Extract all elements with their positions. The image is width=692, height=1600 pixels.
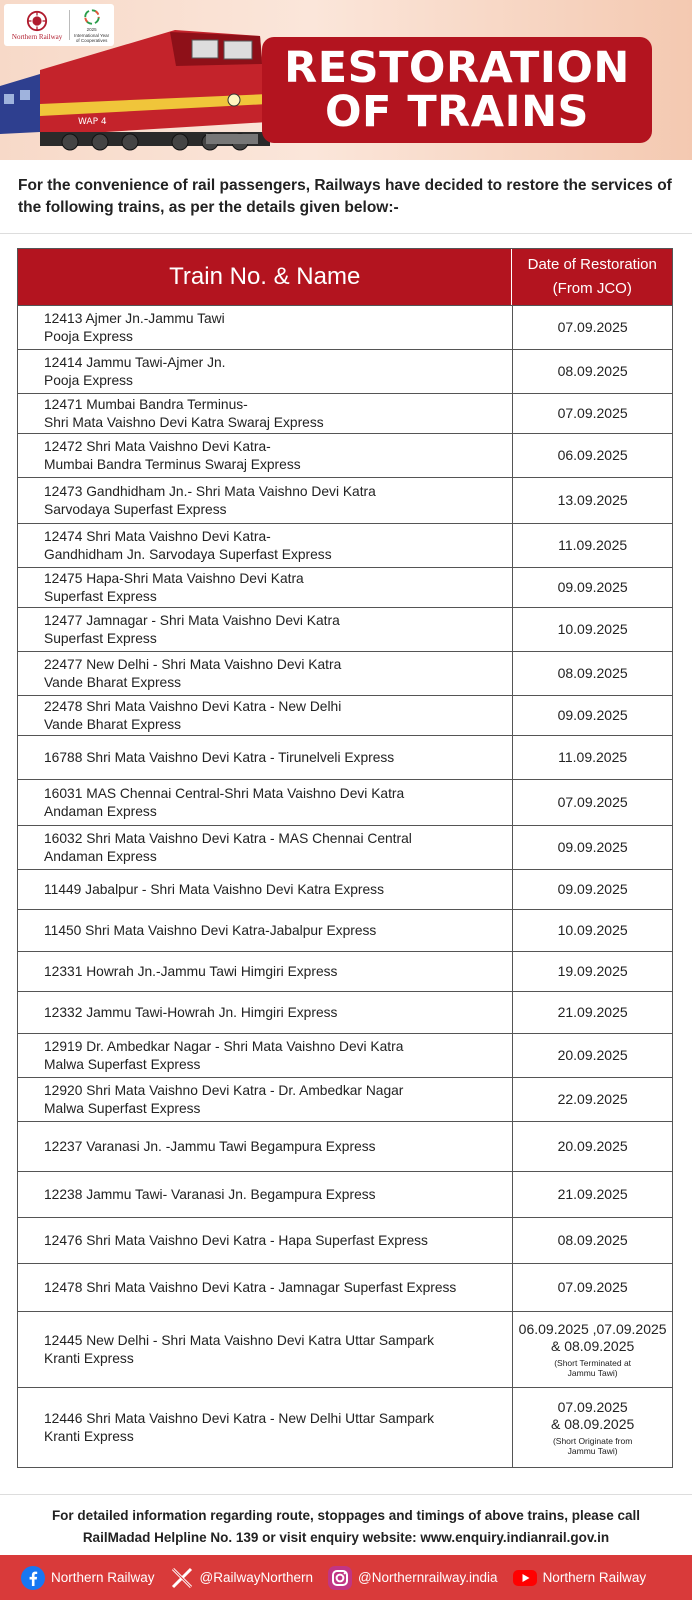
footer-line1: For detailed information regarding route, stoppages and timings of above trains, please call: [51, 1508, 641, 1523]
train-name-cell: [18, 1122, 513, 1171]
restoration-date: 07.09.2025: [557, 1279, 628, 1295]
train-name: 12445 New Delhi - Shri Mata Vaishno Devi Katra Uttar Sampark Kranti Express: [44, 1332, 435, 1366]
table-row: [18, 567, 672, 607]
restoration-date: 07.09.2025: [557, 319, 628, 335]
table-row: [18, 695, 672, 735]
table-row: [18, 607, 672, 651]
restoration-date: 11.09.2025: [558, 749, 628, 765]
table-row: [18, 735, 672, 779]
logo-text: Northern Railway: [11, 32, 63, 41]
restoration-date-cell: [513, 1034, 672, 1077]
restoration-date-cell: [513, 1122, 672, 1171]
social-facebook-label: Northern Railway: [51, 1570, 155, 1585]
train-name-cell: [18, 350, 513, 393]
train-name-cell: [18, 524, 513, 567]
restoration-date: 10.09.2025: [557, 621, 628, 637]
train-name: 22478 Shri Mata Vaishno Devi Katra - New Delhi Vande Bharat Express: [44, 698, 342, 732]
restoration-date-cell: [513, 568, 672, 607]
restoration-date-cell: [513, 780, 672, 825]
restoration-date: 07.09.2025 & 08.09.2025: [550, 1399, 635, 1432]
train-name-cell: [18, 394, 513, 433]
train-name: 16031 MAS Chennai Central-Shri Mata Vaishno Devi Katra Andaman Express: [44, 785, 405, 819]
train-name: 12920 Shri Mata Vaishno Devi Katra - Dr. Ambedkar Nagar Malwa Superfast Express: [44, 1082, 404, 1116]
train-name: 12471 Mumbai Bandra Terminus- Shri Mata Vaishno Devi Katra Swaraj Express: [44, 396, 324, 430]
train-name-cell: [18, 478, 513, 523]
table-row: [18, 1121, 672, 1171]
train-name-cell: [18, 736, 513, 779]
restoration-date: 09.09.2025: [557, 839, 628, 855]
social-youtube-label: Northern Railway: [542, 1570, 647, 1585]
table-row: [18, 991, 672, 1033]
table-header: [18, 249, 672, 305]
restoration-date: 08.09.2025: [557, 1232, 628, 1248]
train-name: 16788 Shri Mata Vaishno Devi Katra - Tirunelveli Express: [44, 749, 395, 765]
train-name-cell: [18, 992, 513, 1033]
train-name-cell: [18, 608, 513, 651]
restoration-date-cell: [513, 910, 672, 951]
restoration-date-cell: [513, 1264, 672, 1311]
restoration-date-cell: [513, 1388, 672, 1467]
restoration-table: [17, 248, 673, 1468]
train-name-cell: [18, 1388, 513, 1467]
restoration-date-cell: [513, 652, 672, 695]
table-row: [18, 433, 672, 477]
train-name-cell: [18, 780, 513, 825]
table-row: [18, 1311, 672, 1387]
restoration-date: 13.09.2025: [557, 492, 628, 508]
train-name: 12414 Jammu Tawi-Ajmer Jn. Pooja Express: [44, 354, 226, 388]
train-name: 12238 Jammu Tawi- Varanasi Jn. Begampura Express: [44, 1186, 376, 1202]
footer-line2: RailMadad Helpline No. 139 or visit enquiry website: www.enquiry.indianrail.gov.in: [82, 1530, 610, 1545]
header: [0, 0, 692, 160]
train-name: 12477 Jamnagar - Shri Mata Vaishno Devi Katra Superfast Express: [44, 612, 340, 646]
restoration-date: 06.09.2025 ,07.09.2025 & 08.09.2025: [518, 1321, 667, 1354]
restoration-date: 22.09.2025: [557, 1091, 628, 1107]
train-name: 12446 Shri Mata Vaishno Devi Katra - New Delhi Uttar Sampark Kranti Express: [44, 1410, 435, 1444]
restoration-date: 20.09.2025: [557, 1047, 628, 1063]
train-name-cell: [18, 952, 513, 991]
restoration-date-cell: [513, 1172, 672, 1217]
column-header-date-line2: (From JCO): [552, 280, 632, 297]
restoration-date: 19.09.2025: [557, 963, 628, 979]
cooperatives-ring-icon: [83, 8, 101, 26]
table-row: [18, 651, 672, 695]
engine-label: WAP 4: [78, 117, 107, 127]
restoration-date: 11.09.2025: [558, 537, 628, 553]
table-body: [18, 305, 672, 1467]
train-name: 12237 Varanasi Jn. -Jammu Tawi Begampura Express: [44, 1138, 376, 1154]
title-banner: [262, 37, 652, 143]
social-facebook[interactable]: [20, 1565, 155, 1591]
restoration-date: 07.09.2025: [557, 794, 628, 810]
restoration-date: 21.09.2025: [557, 1186, 628, 1202]
intro-text: For the convenience of rail passengers, Railways have decided to restore the services of the following trains, as per the details given below:-: [0, 160, 692, 234]
train-name: 12474 Shri Mata Vaishno Devi Katra- Gandhidham Jn. Sarvodaya Superfast Express: [44, 528, 332, 562]
train-name: 11450 Shri Mata Vaishno Devi Katra-Jabalpur Express: [44, 922, 377, 938]
train-name-cell: [18, 1078, 513, 1121]
train-name-cell: [18, 826, 513, 869]
column-header-date: [512, 249, 672, 305]
social-x-label: @RailwayNorthern: [199, 1570, 314, 1585]
restoration-date-cell: [513, 870, 672, 909]
instagram-icon: [327, 1565, 353, 1591]
train-name: 12478 Shri Mata Vaishno Devi Katra - Jamnagar Superfast Express: [44, 1279, 457, 1295]
locomotive-illustration: [0, 24, 290, 154]
train-name: 12332 Jammu Tawi-Howrah Jn. Himgiri Express: [44, 1004, 338, 1020]
footer-note: [0, 1494, 692, 1554]
table-row: [18, 523, 672, 567]
youtube-icon: [512, 1565, 538, 1591]
restoration-date-cell: [513, 434, 672, 477]
restoration-date-cell: [513, 736, 672, 779]
social-bar: [0, 1555, 692, 1600]
restoration-date: 09.09.2025: [557, 881, 628, 897]
restoration-date: 06.09.2025: [557, 447, 628, 463]
restoration-date-cell: [513, 524, 672, 567]
train-name-cell: [18, 870, 513, 909]
social-youtube[interactable]: [512, 1565, 647, 1591]
table-row: [18, 1263, 672, 1311]
restoration-date: 20.09.2025: [557, 1138, 628, 1154]
train-name: 11449 Jabalpur - Shri Mata Vaishno Devi Katra Express: [44, 881, 384, 897]
restoration-date: 08.09.2025: [557, 363, 628, 379]
table-row: [18, 779, 672, 825]
restoration-note: (Short Terminated at Jammu Tawi): [554, 1358, 632, 1378]
social-x[interactable]: [169, 1565, 314, 1591]
train-name: 12472 Shri Mata Vaishno Devi Katra- Mumbai Bandra Terminus Swaraj Express: [44, 438, 301, 472]
table-row: [18, 1387, 672, 1467]
table-row: [18, 305, 672, 349]
restoration-date-cell: [513, 992, 672, 1033]
train-name-cell: [18, 568, 513, 607]
restoration-date: 21.09.2025: [557, 1004, 628, 1020]
train-name: 12476 Shri Mata Vaishno Devi Katra - Hapa Superfast Express: [44, 1232, 428, 1248]
table-row: [18, 477, 672, 523]
table-row: [18, 869, 672, 909]
train-name-cell: [18, 910, 513, 951]
table-row: [18, 951, 672, 991]
restoration-date-cell: [513, 1218, 672, 1263]
restoration-date-cell: [513, 478, 672, 523]
table-row: [18, 825, 672, 869]
restoration-date-cell: [513, 1078, 672, 1121]
train-name: 12413 Ajmer Jn.-Jammu Tawi Pooja Express: [44, 310, 225, 344]
train-name-cell: [18, 1034, 513, 1077]
table-row: [18, 1033, 672, 1077]
restoration-date-cell: [513, 350, 672, 393]
table-row: [18, 909, 672, 951]
restoration-date: 09.09.2025: [557, 579, 628, 595]
restoration-date-cell: [513, 826, 672, 869]
train-name-cell: [18, 696, 513, 735]
table-row: [18, 1217, 672, 1263]
train-name-cell: [18, 1312, 513, 1387]
social-instagram[interactable]: [327, 1565, 498, 1591]
page-title-line1: RESTORATION: [284, 43, 630, 93]
column-header-train: Train No. & Name: [18, 249, 512, 305]
iyc-caption: International Year of Cooperatives: [74, 32, 110, 43]
restoration-date-cell: [513, 1312, 672, 1387]
restoration-date: 07.09.2025: [557, 405, 628, 421]
restoration-date: 09.09.2025: [557, 707, 628, 723]
restoration-date-cell: [513, 952, 672, 991]
train-name-cell: [18, 1264, 513, 1311]
train-name: 12473 Gandhidham Jn.- Shri Mata Vaishno Devi Katra Sarvodaya Superfast Express: [44, 483, 376, 517]
column-header-date-line1: Date of Restoration: [527, 256, 657, 273]
restoration-date-cell: [513, 394, 672, 433]
train-name: 12919 Dr. Ambedkar Nagar - Shri Mata Vaishno Devi Katra Malwa Superfast Express: [44, 1038, 404, 1072]
page-title-line2: OF TRAINS: [324, 87, 590, 137]
train-name-cell: [18, 434, 513, 477]
train-name-cell: [18, 306, 513, 349]
restoration-note: (Short Originate from Jammu Tawi): [552, 1436, 633, 1456]
train-name: 12475 Hapa-Shri Mata Vaishno Devi Katra Superfast Express: [44, 570, 304, 604]
train-name: 16032 Shri Mata Vaishno Devi Katra - MAS Chennai Central Andaman Express: [44, 830, 412, 864]
train-name: 22477 New Delhi - Shri Mata Vaishno Devi Katra Vande Bharat Express: [44, 656, 342, 690]
train-name-cell: [18, 1218, 513, 1263]
train-name-cell: [18, 652, 513, 695]
table-row: [18, 349, 672, 393]
restoration-date-cell: [513, 608, 672, 651]
iyc-year: 2025: [86, 26, 97, 32]
x-icon: [169, 1565, 195, 1591]
train-name: 12331 Howrah Jn.-Jammu Tawi Himgiri Express: [44, 963, 338, 979]
table-row: [18, 1077, 672, 1121]
train-name-cell: [18, 1172, 513, 1217]
table-row: [18, 393, 672, 433]
restoration-date: 08.09.2025: [557, 665, 628, 681]
facebook-icon: [20, 1565, 46, 1591]
restoration-date-cell: [513, 696, 672, 735]
restoration-date: 10.09.2025: [557, 922, 628, 938]
restoration-date-cell: [513, 306, 672, 349]
table-row: [18, 1171, 672, 1217]
social-instagram-label: @Northernrailway.india: [358, 1570, 498, 1585]
